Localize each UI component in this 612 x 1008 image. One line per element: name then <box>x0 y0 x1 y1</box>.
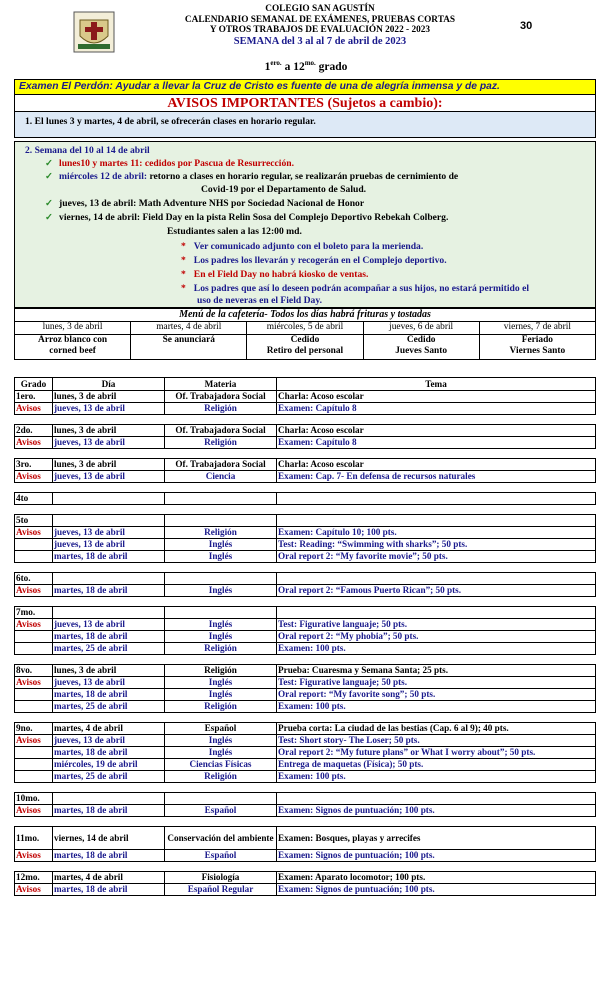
dia-cell: jueves, 13 de abril <box>53 735 165 747</box>
group-spacer <box>15 713 596 723</box>
grado-cell: 10mo. <box>15 793 53 805</box>
tema-cell: Oral report 2: “My future plans” or What I worry about”; 50 pts. <box>277 747 596 759</box>
cafeteria-menu <box>14 308 596 360</box>
group-spacer <box>15 415 596 425</box>
menu-item-line: Se anunciará <box>162 335 215 345</box>
aviso-2-sub-4 <box>181 283 529 294</box>
materia-cell: Fisiología <box>165 872 277 884</box>
spacer-cell <box>15 483 596 493</box>
aviso-2 <box>14 141 596 308</box>
grado-cell <box>15 701 53 713</box>
menu-day: lunes, 3 de abril <box>15 322 131 335</box>
materia-cell <box>165 515 277 527</box>
grade-mid: a 12 <box>281 60 305 73</box>
grado-cell: Avisos <box>15 527 53 539</box>
materia-cell: Religión <box>165 701 277 713</box>
materia-cell: Religión <box>165 403 277 415</box>
grado-cell <box>15 771 53 783</box>
table-row <box>15 527 596 539</box>
tema-cell <box>277 515 596 527</box>
table-row <box>15 425 596 437</box>
star-bullet-icon: * <box>181 283 186 294</box>
materia-cell: Inglés <box>165 539 277 551</box>
tema-cell <box>277 607 596 619</box>
header-tema: Tema <box>277 378 596 391</box>
materia-cell <box>165 607 277 619</box>
dia-cell: viernes, 14 de abril <box>53 827 165 850</box>
dia-cell: martes, 18 de abril <box>53 689 165 701</box>
aviso-2-line-1 <box>45 158 294 169</box>
table-row <box>15 643 596 655</box>
grado-cell: Avisos <box>15 850 53 862</box>
tema-cell: Examen: Signos de puntuación; 100 pts. <box>277 850 596 862</box>
aviso-2-l1: lunes10 y martes 11: cedidos por Pascua de Resurrección. <box>59 158 294 169</box>
grado-cell: Avisos <box>15 437 53 449</box>
table-row <box>15 459 596 471</box>
schedule-header-row <box>15 378 596 391</box>
spacer-cell <box>15 563 596 573</box>
table-row <box>15 471 596 483</box>
avisos-title: AVISOS IMPORTANTES (Sujetos a cambio): <box>14 95 596 112</box>
table-row <box>15 850 596 862</box>
grado-cell: Avisos <box>15 403 53 415</box>
materia-cell: Religión <box>165 771 277 783</box>
tema-cell: Examen: 100 pts. <box>277 701 596 713</box>
spacer-cell <box>15 655 596 665</box>
spacer-cell <box>15 817 596 827</box>
grade-from-sup: ero. <box>270 59 282 67</box>
tema-cell: Examen: Aparato locomotor; 100 pts. <box>277 872 596 884</box>
dia-cell: lunes, 3 de abril <box>53 665 165 677</box>
group-spacer <box>15 597 596 607</box>
aviso-2-title: 2. Semana del 10 al 14 de abril <box>25 145 150 156</box>
table-row <box>15 539 596 551</box>
grado-cell: Avisos <box>15 805 53 817</box>
tema-cell: Examen: Bosques, playas y arrecifes <box>277 827 596 850</box>
aviso-2-l3: jueves, 13 de abril: Math Adventure NHS por Sociedad Nacional de Honor <box>59 198 365 209</box>
dia-cell: martes, 18 de abril <box>53 551 165 563</box>
group-spacer <box>15 817 596 827</box>
grade-range <box>0 59 612 73</box>
materia-cell: Ciencia <box>165 471 277 483</box>
materia-cell: Religión <box>165 665 277 677</box>
grado-cell: 11mo. <box>15 827 53 850</box>
materia-cell: Inglés <box>165 551 277 563</box>
dia-cell: miércoles, 19 de abril <box>53 759 165 771</box>
materia-cell: Español <box>165 805 277 817</box>
evaluation-schedule <box>14 377 596 896</box>
tema-cell: Examen: Cap. 7- En defensa de recursos naturales <box>277 471 596 483</box>
materia-cell <box>165 493 277 505</box>
group-spacer <box>15 449 596 459</box>
table-row <box>15 884 596 896</box>
star-bullet-icon: * <box>181 269 186 280</box>
table-row <box>15 619 596 631</box>
tema-cell <box>277 493 596 505</box>
grado-cell: 2do. <box>15 425 53 437</box>
materia-cell: Religión <box>165 643 277 655</box>
table-row <box>15 437 596 449</box>
grado-cell <box>15 551 53 563</box>
tema-cell: Charla: Acoso escolar <box>277 391 596 403</box>
group-spacer <box>15 483 596 493</box>
grado-cell: 5to <box>15 515 53 527</box>
table-row <box>15 872 596 884</box>
materia-cell: Español <box>165 850 277 862</box>
menu-item-line: Retiro del personal <box>266 346 344 356</box>
dia-cell: martes, 4 de abril <box>53 723 165 735</box>
spacer-cell <box>15 597 596 607</box>
materia-cell: Religión <box>165 437 277 449</box>
aviso-1: 1. El lunes 3 y martes, 4 de abril, se ofrecerán clases en horario regular. <box>14 112 596 138</box>
table-row <box>15 793 596 805</box>
menu-item <box>247 335 363 360</box>
tema-cell: Test: Figurative languaje; 50 pts. <box>277 619 596 631</box>
menu-day: martes, 4 de abril <box>131 322 247 335</box>
materia-cell: Ciencias Físicas <box>165 759 277 771</box>
dia-cell: martes, 18 de abril <box>53 747 165 759</box>
menu-item-line: Cedido <box>406 335 436 345</box>
aviso-2-s4b: uso de neveras en el Field Day. <box>197 295 322 306</box>
aviso-2-sub-1 <box>181 241 423 252</box>
spacer-cell <box>15 415 596 425</box>
tema-cell: Oral report 2: “My favorite movie”; 50 pts. <box>277 551 596 563</box>
table-row <box>15 701 596 713</box>
menu-item <box>131 335 247 360</box>
materia-cell: Of. Trabajadora Social <box>165 425 277 437</box>
tema-cell: Charla: Acoso escolar <box>277 459 596 471</box>
dia-cell: jueves, 13 de abril <box>53 539 165 551</box>
table-row <box>15 723 596 735</box>
table-row <box>15 677 596 689</box>
dia-cell: jueves, 13 de abril <box>53 677 165 689</box>
table-row <box>15 551 596 563</box>
spacer-cell <box>15 783 596 793</box>
spacer-cell <box>15 862 596 872</box>
grado-cell: Avisos <box>15 677 53 689</box>
dia-cell: jueves, 13 de abril <box>53 619 165 631</box>
grado-cell: Avisos <box>15 585 53 597</box>
grade-to-sup: mo. <box>304 59 316 67</box>
dia-cell <box>53 515 165 527</box>
tema-cell: Test: Short story- The Loser; 50 pts. <box>277 735 596 747</box>
table-row <box>15 827 596 850</box>
dia-cell: jueves, 13 de abril <box>53 437 165 449</box>
aviso-2-line-2 <box>45 171 458 182</box>
spacer-cell <box>15 505 596 515</box>
page-number: 30 <box>520 20 533 32</box>
materia-cell: Inglés <box>165 585 277 597</box>
dia-cell: lunes, 3 de abril <box>53 391 165 403</box>
header-title-block <box>130 4 510 48</box>
table-row <box>15 665 596 677</box>
aviso-2-l2c: Covid-19 por el Departamento de Salud. <box>201 184 367 195</box>
grado-cell <box>15 759 53 771</box>
table-row <box>15 585 596 597</box>
grado-cell: 4to <box>15 493 53 505</box>
aviso-2-sub-3 <box>181 269 368 280</box>
grado-cell <box>15 631 53 643</box>
materia-cell <box>165 573 277 585</box>
aviso-2-line-3 <box>45 198 364 209</box>
menu-item-line: Feriado <box>521 335 553 345</box>
materia-cell: Of. Trabajadora Social <box>165 391 277 403</box>
menu-item <box>479 335 595 360</box>
table-row <box>15 689 596 701</box>
tema-cell: Examen: 100 pts. <box>277 643 596 655</box>
aviso-2-l2a: miércoles 12 de abril: <box>59 171 148 182</box>
table-row <box>15 759 596 771</box>
aviso-2-line-4 <box>45 212 448 223</box>
dia-cell: martes, 18 de abril <box>53 585 165 597</box>
header-materia: Materia <box>165 378 277 391</box>
grade-suffix: grado <box>315 60 348 73</box>
dia-cell: martes, 18 de abril <box>53 884 165 896</box>
school-crest-icon <box>72 10 116 54</box>
group-spacer <box>15 783 596 793</box>
menu-item-line: Viernes Santo <box>509 346 566 356</box>
table-row <box>15 771 596 783</box>
dia-cell <box>53 493 165 505</box>
grado-cell: 8vo. <box>15 665 53 677</box>
tema-cell <box>277 793 596 805</box>
table-row <box>15 391 596 403</box>
grado-cell: 1ero. <box>15 391 53 403</box>
table-row <box>15 631 596 643</box>
materia-cell: Of. Trabajadora Social <box>165 459 277 471</box>
group-spacer <box>15 505 596 515</box>
group-spacer <box>15 862 596 872</box>
grado-cell: Avisos <box>15 735 53 747</box>
tema-cell: Examen: Signos de puntuación; 100 pts. <box>277 884 596 896</box>
star-bullet-icon: * <box>181 255 186 266</box>
materia-cell: Inglés <box>165 677 277 689</box>
table-row <box>15 735 596 747</box>
tema-cell: Examen: Signos de puntuación; 100 pts. <box>277 805 596 817</box>
school-name: COLEGIO SAN AGUSTÍN <box>265 4 375 14</box>
grado-cell <box>15 747 53 759</box>
dia-cell: martes, 25 de abril <box>53 701 165 713</box>
materia-cell: Español Regular <box>165 884 277 896</box>
header-line-3: Y OTROS TRABAJOS DE EVALUACIÓN 2022 - 2023 <box>209 25 431 35</box>
dia-cell: jueves, 13 de abril <box>53 403 165 415</box>
menu-item <box>15 335 131 360</box>
dia-cell <box>53 793 165 805</box>
menu-item-line: Cedido <box>290 335 320 345</box>
grado-cell: Avisos <box>15 884 53 896</box>
dia-cell: lunes, 3 de abril <box>53 425 165 437</box>
aviso-2-s4a: Los padres que así lo deseen podrán acompañar a sus hijos, no estará permitido el <box>193 283 529 294</box>
dia-cell <box>53 607 165 619</box>
star-bullet-icon: * <box>181 241 186 252</box>
grado-cell: 6to. <box>15 573 53 585</box>
grado-cell: 9no. <box>15 723 53 735</box>
table-row <box>15 515 596 527</box>
tema-cell: Oral report: “My favorite song”; 50 pts. <box>277 689 596 701</box>
materia-cell: Inglés <box>165 689 277 701</box>
grado-cell <box>15 643 53 655</box>
menu-item-line: Arroz blanco con <box>38 335 108 345</box>
aviso-2-s2: Los padres los llevarán y recogerán en el Complejo deportivo. <box>193 255 447 266</box>
dia-cell: martes, 25 de abril <box>53 771 165 783</box>
tema-cell: Examen: Capítulo 8 <box>277 437 596 449</box>
tema-cell: Prueba corta: La ciudad de las bestias (Cap. 6 al 9); 40 pts. <box>277 723 596 735</box>
menu-day: jueves, 6 de abril <box>363 322 479 335</box>
exam-banner: Examen El Perdón: Ayudar a llevar la Cruz de Cristo es fuente de una de alegría inmensa y de paz. <box>14 79 596 95</box>
tema-cell: Examen: Capítulo 10; 100 pts. <box>277 527 596 539</box>
check-icon: ✓ <box>45 212 54 223</box>
tema-cell: Charla: Acoso escolar <box>277 425 596 437</box>
grade-from: 1 <box>264 60 271 73</box>
week-title: SEMANA del 3 al al 7 de abril de 2023 <box>233 35 407 47</box>
aviso-2-l2b: retorno a clases en horario regular, se realizarán pruebas de cernimiento de <box>147 171 459 182</box>
grado-cell <box>15 539 53 551</box>
dia-cell: lunes, 3 de abril <box>53 459 165 471</box>
menu-item-line: corned beef <box>49 346 96 356</box>
aviso-2-s3: En el Field Day no habrá kiosko de ventas. <box>193 269 369 280</box>
table-row <box>15 607 596 619</box>
grado-cell: Avisos <box>15 471 53 483</box>
menu-day: miércoles, 5 de abril <box>247 322 363 335</box>
grado-cell: 7mo. <box>15 607 53 619</box>
menu-title: Menú de la cafetería- Todos los días habrá frituras y tostadas <box>15 309 596 322</box>
spacer-cell <box>15 449 596 459</box>
tema-cell: Entrega de maquetas (Física); 50 pts. <box>277 759 596 771</box>
dia-cell: martes, 18 de abril <box>53 805 165 817</box>
materia-cell: Inglés <box>165 735 277 747</box>
materia-cell: Religión <box>165 527 277 539</box>
tema-cell: Oral report 2: “My phobia”; 50 pts. <box>277 631 596 643</box>
group-spacer <box>15 655 596 665</box>
table-row <box>15 747 596 759</box>
dia-cell: martes, 18 de abril <box>53 631 165 643</box>
grado-cell: Avisos <box>15 619 53 631</box>
check-icon: ✓ <box>45 171 54 182</box>
materia-cell: Español <box>165 723 277 735</box>
table-row <box>15 403 596 415</box>
grado-cell: 3ro. <box>15 459 53 471</box>
aviso-2-l4b: Estudiantes salen a las 12:00 md. <box>167 226 302 237</box>
page-header <box>0 0 612 60</box>
table-row <box>15 573 596 585</box>
table-row <box>15 805 596 817</box>
dia-cell: martes, 18 de abril <box>53 850 165 862</box>
tema-cell: Examen: 100 pts. <box>277 771 596 783</box>
dia-cell: martes, 4 de abril <box>53 872 165 884</box>
dia-cell: martes, 25 de abril <box>53 643 165 655</box>
header-line-2: CALENDARIO SEMANAL DE EXÁMENES, PRUEBAS CORTAS <box>184 14 456 25</box>
tema-cell: Test: Reading: “Swimming with sharks”; 50 pts. <box>277 539 596 551</box>
aviso-2-l4a: viernes, 14 de abril: Field Day en la pista Relin Sosa del Complejo Deportivo Rebekah Colberg. <box>59 212 449 223</box>
check-icon: ✓ <box>45 158 54 169</box>
header-dia: Día <box>53 378 165 391</box>
materia-cell: Inglés <box>165 747 277 759</box>
dia-cell: jueves, 13 de abril <box>53 527 165 539</box>
menu-item-line: Jueves Santo <box>395 346 448 356</box>
menu-item <box>363 335 479 360</box>
aviso-2-sub-2 <box>181 255 447 266</box>
group-spacer <box>15 563 596 573</box>
tema-cell: Prueba: Cuaresma y Semana Santa; 25 pts. <box>277 665 596 677</box>
grado-cell: 12mo. <box>15 872 53 884</box>
menu-day: viernes, 7 de abril <box>479 322 595 335</box>
header-grado: Grado <box>15 378 53 391</box>
spacer-cell <box>15 713 596 723</box>
aviso-2-s1: Ver comunicado adjunto con el boleto para la merienda. <box>193 241 424 252</box>
check-icon: ✓ <box>45 198 54 209</box>
tema-cell: Oral report 2: “Famous Puerto Rican”; 50 pts. <box>277 585 596 597</box>
tema-cell <box>277 573 596 585</box>
dia-cell: jueves, 13 de abril <box>53 471 165 483</box>
dia-cell <box>53 573 165 585</box>
table-row <box>15 493 596 505</box>
tema-cell: Examen: Capítulo 8 <box>277 403 596 415</box>
materia-cell <box>165 793 277 805</box>
materia-cell: Inglés <box>165 619 277 631</box>
materia-cell: Inglés <box>165 631 277 643</box>
grado-cell <box>15 689 53 701</box>
materia-cell: Conservación del ambiente <box>165 827 277 850</box>
tema-cell: Test: Figurative languaje; 50 pts. <box>277 677 596 689</box>
